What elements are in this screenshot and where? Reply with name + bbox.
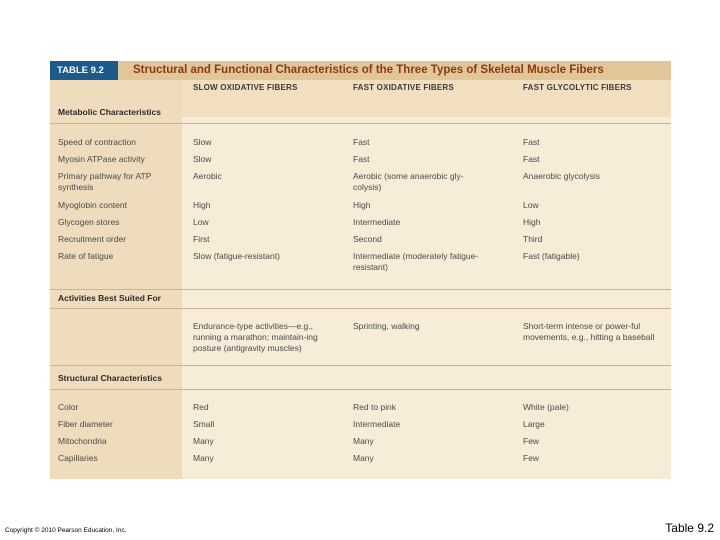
table-cell: Fast: [523, 137, 540, 147]
column-header-fast-oxidative: FAST OXIDATIVE FIBERS: [353, 83, 454, 92]
table-cell: Intermediate: [353, 419, 401, 429]
table-cell: High: [193, 200, 211, 210]
table-cell: Third: [523, 234, 543, 244]
section-divider: [50, 389, 671, 390]
table-cell: Red to pink: [353, 402, 396, 412]
table-cell: Endurance-type activities—e.g., running a marathon; maintain-ing posture (antigravity muscles): [193, 321, 318, 353]
table-cell: First: [193, 234, 210, 244]
table-cell: Intermediate: [353, 217, 401, 227]
table-cell: Many: [193, 436, 214, 446]
table-cell: Aerobic (some anaerobic gly-colysis): [353, 171, 464, 192]
row-label: Capillaries: [58, 453, 98, 463]
row-label: Myosin ATPase activity: [58, 154, 145, 164]
table-cell: Few: [523, 453, 540, 463]
table-cell: White (pale): [523, 402, 569, 412]
table-cell: Large: [523, 419, 545, 429]
section-divider: [50, 365, 671, 366]
copyright-notice: Copyright © 2010 Pearson Education, Inc.: [5, 527, 127, 534]
table-cell: Few: [523, 436, 540, 446]
table-cell: Many: [193, 453, 214, 463]
row-label: Speed of contraction: [58, 137, 136, 147]
row-label: Myoglobin content: [58, 200, 127, 210]
row-label: Glycogen stores: [58, 217, 120, 227]
table-cell: Slow: [193, 137, 212, 147]
section-divider: [50, 289, 671, 290]
column-header-fast-glycolytic: FAST GLYCOLYTIC FIBERS: [523, 83, 632, 92]
table-title: Structural and Functional Characteristics of the Three Types of Skeletal Muscle Fibers: [133, 64, 604, 76]
section-divider: [50, 123, 671, 124]
section-title-structural: Structural Characteristics: [58, 373, 162, 383]
table-cell: Intermediate (moderately fatigue-resistant): [353, 251, 479, 272]
table-cell: Fast (fatigable): [523, 251, 580, 261]
table-cell: Many: [353, 436, 374, 446]
row-label: Rate of fatigue: [58, 251, 114, 261]
row-label: Primary pathway for ATP synthesis: [58, 171, 152, 192]
table-cell: Slow (fatigue-resistant): [193, 251, 280, 261]
table-tag: TABLE 9.2: [50, 61, 118, 80]
slide-label: Table 9.2: [665, 521, 714, 535]
table-cell: Aerobic: [193, 171, 222, 181]
table-cell: Low: [193, 217, 209, 227]
table-cell: Small: [193, 419, 215, 429]
table-cell: Sprinting, walking: [353, 321, 420, 331]
row-label: Fiber diameter: [58, 419, 113, 429]
table-cell: Low: [523, 200, 539, 210]
table-cell: Slow: [193, 154, 212, 164]
table-cell: Fast: [523, 154, 540, 164]
section-divider: [50, 308, 671, 309]
table-cell: Fast: [353, 154, 370, 164]
table-cell: High: [523, 217, 541, 227]
row-label: Recruitment order: [58, 234, 127, 244]
section-title-metabolic: Metabolic Characteristics: [58, 107, 161, 117]
table-cell: Short-term intense or power-ful movements, e.g., hitting a baseball: [523, 321, 655, 342]
table-cell: Anaerobic glycolysis: [523, 171, 601, 181]
muscle-fiber-table: [50, 61, 671, 479]
row-label: Color: [58, 402, 79, 412]
section-title-activities: Activities Best Suited For: [58, 293, 161, 303]
table-cell: Second: [353, 234, 382, 244]
table-cell: Fast: [353, 137, 370, 147]
table-cell: Many: [353, 453, 374, 463]
table-cell: High: [353, 200, 371, 210]
table-cell: Red: [193, 402, 209, 412]
column-header-slow-oxidative: SLOW OXIDATIVE FIBERS: [193, 83, 298, 92]
row-label: Mitochondria: [58, 436, 107, 446]
